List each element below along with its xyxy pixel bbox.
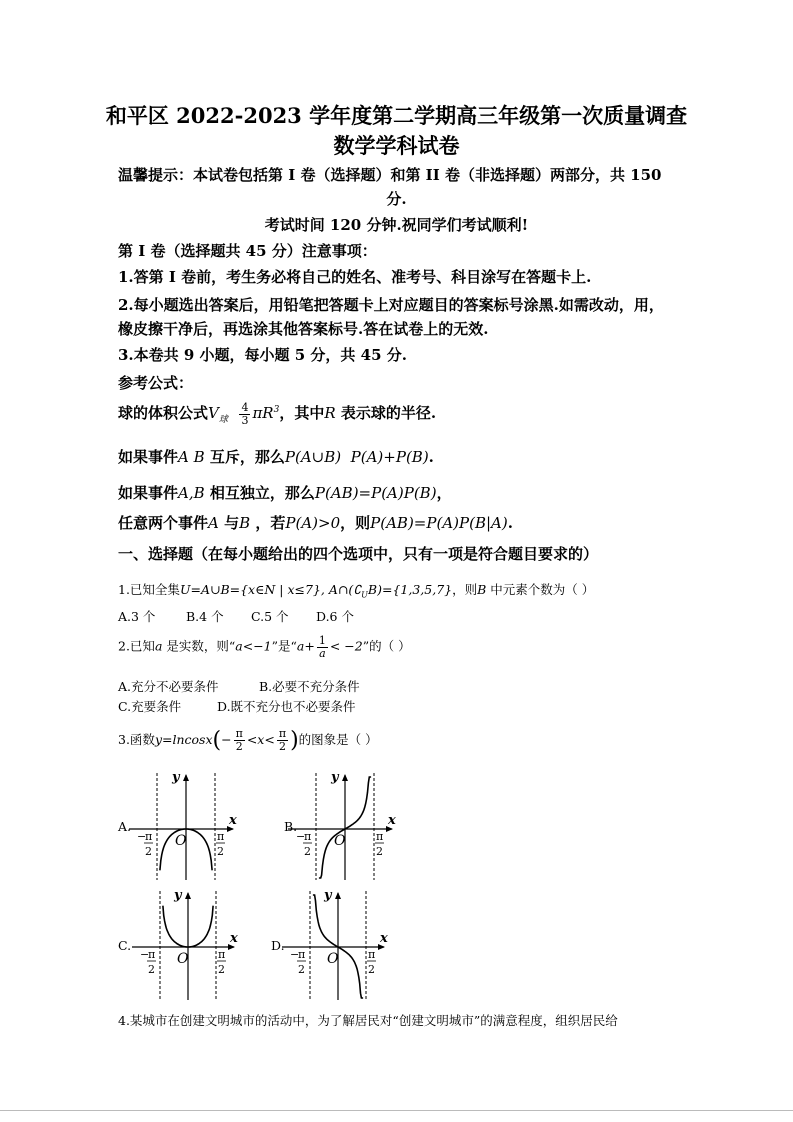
formula-text: 如果事件 (118, 448, 179, 466)
minus-sign-d: − (290, 948, 300, 961)
formula-independent-events: 如果事件A,B 相互独立，那么P(AB)=P(A)P(B)， (118, 484, 452, 502)
q2-option-d: D.既不充分也不必要条件 (217, 699, 356, 714)
q1-option-a: A.3 个 (118, 609, 156, 624)
q1-option-b: B.4 个 (186, 609, 224, 624)
origin-label-a: O (175, 833, 187, 849)
pi-label-right-b: π (376, 830, 384, 843)
formula-text: 互斥，那么 (209, 448, 285, 466)
two-label-left-c: 2 (148, 963, 155, 976)
y-arrow-d (335, 892, 341, 899)
two-label-right-d: 2 (368, 963, 375, 976)
formula-text: ，若 (255, 514, 286, 532)
two-label-left-a: 2 (145, 845, 152, 858)
question-text: 的图象是（ ） (298, 732, 378, 747)
pi-label-right-d: π (368, 948, 376, 961)
pi-label-left-c: π (148, 948, 156, 961)
y-arrow-a (183, 774, 189, 781)
pi-label-left-a: π (145, 830, 153, 843)
x-label-a: x (229, 813, 237, 828)
origin-label-d: O (327, 951, 339, 967)
formula-text: 与 (224, 514, 240, 532)
question-text: ”是“ (271, 638, 297, 654)
exam-title-line1: 和平区 2022-2023 学年度第二学期高三年级第一次质量调查 (105, 103, 688, 128)
origin-label-b: O (334, 833, 346, 849)
x-label-b: x (388, 813, 396, 828)
question-2: 2.已知a 是实数，则“a<−1”是“a+ $\frac{1}{a}$ < −2”的（ ） (118, 634, 411, 660)
q3-option-c-label: C. (118, 938, 132, 953)
formula-text: 相互独立，那么 (209, 484, 315, 502)
formula-reference-label: 参考公式： (118, 374, 194, 392)
y-label-d: y (324, 888, 332, 903)
y-label-c: y (174, 888, 182, 903)
y-label-a: y (172, 770, 180, 785)
q1-option-d: D.6 个 (316, 609, 354, 624)
y-label-b: y (331, 770, 339, 785)
instruction-3: 3.本卷共 9 小题，每小题 5 分，共 45 分. (118, 346, 407, 364)
x-label-c: x (230, 931, 238, 946)
question-text: 中元素个数为（ ） (490, 582, 595, 597)
q2-option-b: B.必要不充分条件 (259, 679, 360, 694)
q1-option-c: C.5 个 (251, 609, 289, 624)
minus-sign-c: − (140, 948, 150, 961)
question-text: 3.函数 (118, 732, 155, 747)
formula-sphere-volume: 球的体积公式$V_球$ $\frac{4}{3}$ $\pi R^3$，其中R 表示球的半径. (118, 401, 437, 427)
q2-option-c: C.充要条件 (118, 699, 182, 714)
pi-label-left-d: π (298, 948, 306, 961)
formula-text: 任意两个事件 (118, 514, 209, 532)
question-text: 是实数，则“ (166, 638, 236, 654)
q3-option-d-label: D. (271, 938, 285, 953)
formula-text: ，其中 (279, 404, 325, 423)
section-heading: 一、选择题（在每小题给出的四个选项中，只有一项是符合题目要求的） (118, 545, 599, 563)
instruction-2-line1: 2.每小题选出答案后，用铅笔把答题卡上对应题目的答案标号涂黑.如需改动，用， (118, 296, 664, 314)
notice-line2: 分. (386, 190, 407, 208)
pi-label-left-b: π (304, 830, 312, 843)
question-1: 1.已知全集U=A∪B={x∈N | x≤7}, $A\cap(∁_UB)=\{1,3,5,7\}$，则B 中元素个数为（ ） (118, 582, 595, 600)
question-3: 3.函数y=lncosx(− $\frac{\pi}{2}$ <x< $\frac{\pi}{2}$ )的图象是（ ） (118, 727, 378, 753)
notice-line1: 温馨提示：本试卷包括第 I 卷（选择题）和第 II 卷（非选择题）两部分，共 150 (118, 166, 662, 184)
y-arrow-c (185, 892, 191, 899)
page-bottom-rule (0, 1110, 793, 1111)
two-label-left-b: 2 (304, 845, 311, 858)
two-label-left-d: 2 (298, 963, 305, 976)
y-arrow-b (342, 774, 348, 781)
question-text: ”的（ ） (362, 638, 411, 654)
q3-option-b-label: B. (284, 819, 298, 834)
formula-text: ，则 (340, 514, 371, 532)
question-4: 4.某城市在创建文明城市的活动中，为了解居民对“创建文明城市”的满意程度，组织居民给 (118, 1013, 618, 1028)
formula-text: 如果事件 (118, 484, 179, 502)
formula-text: 表示球的半径. (340, 404, 437, 423)
origin-label-c: O (177, 951, 189, 967)
pi-label-right-c: π (218, 948, 226, 961)
question-text: ，则 (452, 582, 478, 597)
two-label-right-c: 2 (218, 963, 225, 976)
part1-heading: 第 I 卷（选择题共 45 分）注意事项： (118, 242, 377, 260)
instruction-1: 1.答第 I 卷前，考生务必将自己的姓名、准考号、科目涂写在答题卡上. (118, 268, 592, 286)
pi-label-right-a: π (217, 830, 225, 843)
formula-exclusive-events: 如果事件A B 互斥，那么P(A∪B) P(A)+P(B). (118, 448, 434, 466)
minus-sign-a: − (137, 830, 147, 843)
exam-title-line2: 数学学科试卷 (333, 133, 460, 158)
notice-line3: 考试时间 120 分钟.祝同学们考试顺利! (264, 216, 529, 234)
formula-conditional-probability: 任意两个事件A 与B ，若P(A)>0，则P(AB)=P(A)P(B|A). (118, 514, 513, 532)
two-label-right-a: 2 (217, 845, 224, 858)
q3-option-a-label: A. (118, 819, 132, 834)
formula-text: 球的体积公式 (118, 404, 209, 423)
instruction-2-line2: 橡皮擦干净后，再选涂其他答案标号.答在试卷上的无效. (118, 320, 489, 338)
question-text: 2.已知 (118, 638, 155, 654)
x-label-d: x (380, 931, 388, 946)
two-label-right-b: 2 (376, 845, 383, 858)
minus-sign-b: − (296, 830, 306, 843)
q2-option-a: A.充分不必要条件 (118, 679, 219, 694)
question-text: 1.已知全集 (118, 582, 180, 597)
